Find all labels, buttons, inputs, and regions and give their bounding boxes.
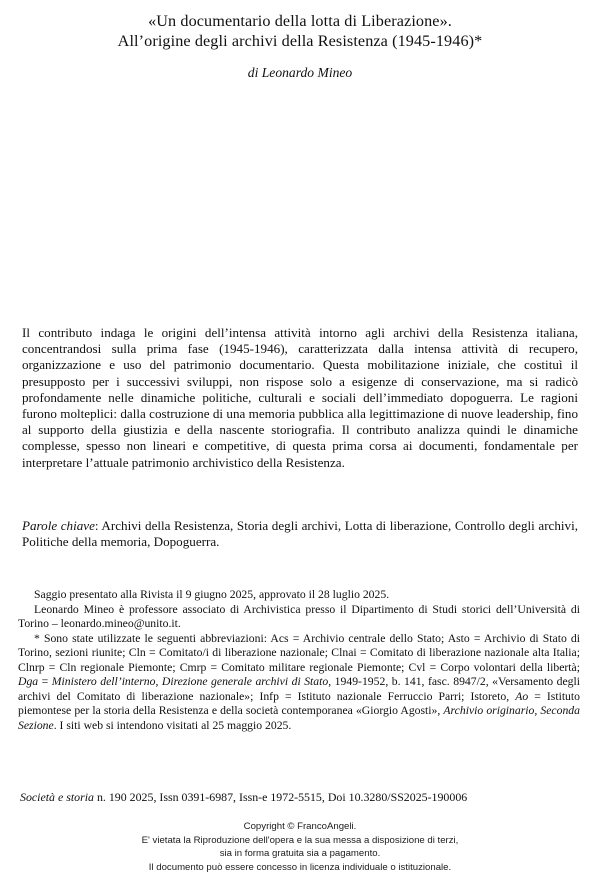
keywords-text: : Archivi della Resistenza, Storia degli archivi, Lotta di liberazione, Controllo degli archivi, Politiche della memoria, Dopoguerra.	[22, 518, 579, 550]
keywords	[22, 518, 578, 550]
footnote-affiliation: Leonardo Mineo è professore associato di Archivistica presso il Dipartimento di Studi storici dell’Università di Torino – leonardo.mineo@unito.it.	[18, 602, 580, 630]
journal-name: Società e storia	[20, 790, 94, 804]
footnote-submission: Saggio presentato alla Rivista il 9 giugno 2025, approvato il 28 luglio 2025.	[34, 588, 390, 601]
abbrev-ao: Ao	[515, 689, 529, 703]
abbrev-part-5: . I siti web si intendono visitati al 25 maggio 2025.	[53, 718, 292, 732]
page-title	[22, 12, 578, 51]
abstract-text: Il contributo indaga le origini dell’intensa attività intorno agli archivi della Resistenza italiana, concentrandosi sulla prima fase (1945-1946), caratterizzata dalla intensa attività di recupero, organizzazione e uso del patrimonio documentario. Questa mobilitazione iniziale, che costituì il presupposto per i successivi sviluppi, non rispose solo a esigenze di conservazione, ma si radicò profondamente nelle dinamiche politiche, culturali e sociali dell’immediato dopoguerra. Le ragioni furono molteplici: dalla costruzione di una memoria pubblica alla legittimazione di nuove leadership, fino al supporto della giustizia e della nascente storiografia. Il contributo analizza quindi le dinamiche complesse, spesso non lineari e competitive, di questa prima corsa ai documenti, fondamentale per interpretare l’attuale patrimonio archivistico della Resistenza.	[22, 325, 578, 470]
keywords-label: Parole chiave	[22, 518, 95, 533]
journal-citation-details: n. 190 2025, Issn 0391-6987, Issn-e 1972-5515, Doi 10.3280/SS2025-190006	[93, 790, 468, 804]
copyright-line-1: Copyright © FrancoAngeli.	[243, 821, 357, 832]
journal-citation	[20, 790, 580, 805]
abstract	[22, 325, 578, 471]
title-line-2: All’origine degli archivi della Resistenza (1945-1946)*	[117, 31, 483, 50]
title-line-1: «Un documentario della lotta di Liberazione».	[148, 12, 452, 30]
abbrev-dga: Dga	[18, 675, 39, 688]
footnotes-block	[18, 588, 580, 733]
footnote-abbreviations	[18, 632, 580, 734]
copyright-footer	[0, 820, 600, 874]
abbrev-part-3: , 1949-1952, b. 141, fasc. 8947/2, «Versamento degli archivi del Comitato di liberazione nazionale»; Infp = Istituto nazionale Ferruccio Parri; Istoreto,	[18, 675, 581, 703]
abbrev-archivio: Archivio originario, Seconda Sezione	[18, 704, 580, 732]
author-byline: di Leonardo Mineo	[247, 65, 353, 80]
copyright-line-4: Il documento può essere concesso in licenza individuale o istituzionale.	[148, 861, 452, 873]
abbrev-part-2: =	[38, 675, 52, 688]
abbrev-part-4: = Istituto piemontese per la storia della Resistenza e della società contemporanea «Giorgio Agosti»,	[18, 689, 580, 717]
copyright-line-2: E' vietata la Riproduzione dell'opera e la sua messa a disposizione di terzi,	[141, 834, 459, 846]
abbrev-part-1: * Sono state utilizzate le seguenti abbreviazioni: Acs = Archivio centrale dello Stato; Asto = Archivio di Stato di Torino, sezioni riunite; Cln = Comitato/i di liberazione nazionale; Clnai = Comitato di liberazione nazionale alta Italia; Clnrp = Cln regionale Piemonte; Cmrp = Comitato militare regionale Piemonte; Cvl = Corpo volontari della libertà;	[18, 631, 580, 674]
abbrev-ministero: Ministero dell’interno, Direzione generale archivi di Stato	[51, 675, 329, 688]
copyright-line-3: sia in forma gratuita sia a pagamento.	[219, 848, 381, 860]
